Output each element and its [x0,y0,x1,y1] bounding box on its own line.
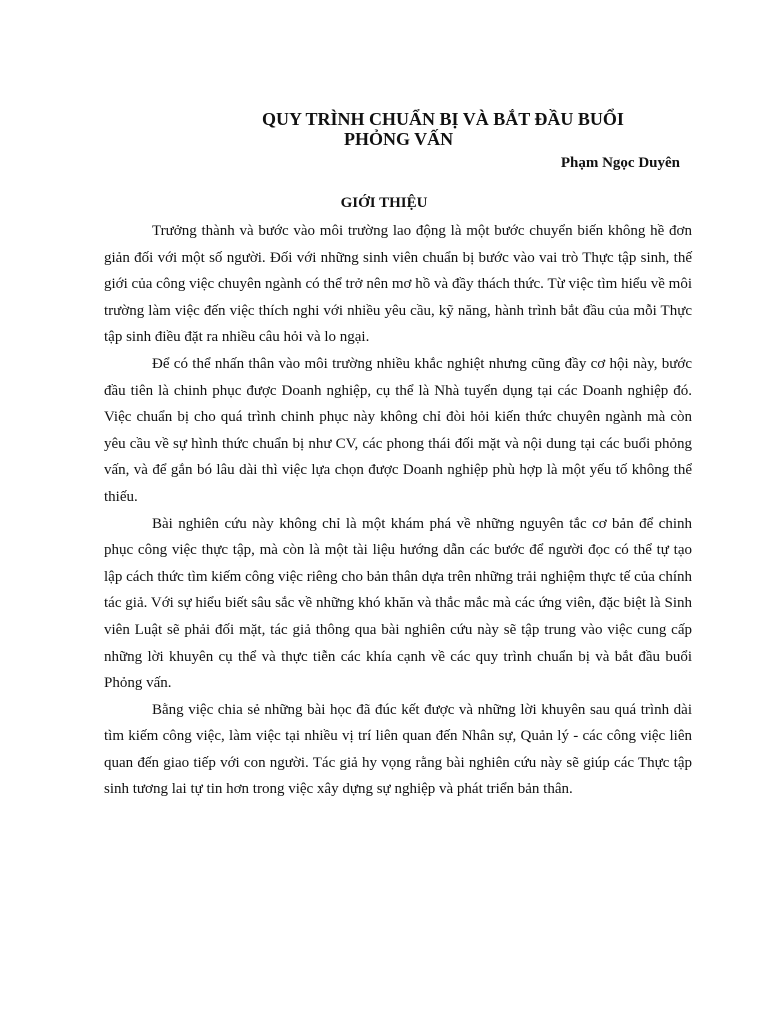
document-title-line2: PHỎNG VẤN [344,129,454,149]
document-title-line1: QUY TRÌNH CHUẨN BỊ VÀ BẮT ĐẦU BUỔI [262,109,624,129]
paragraph-1: Trưởng thành và bước vào môi trường lao động là một bước chuyển biến không hề đơn giản đối với một số người. Đối với những sinh viên chuẩn bị bước vào vai trò Thực tập sinh, thế giới của công việc chuyên ngành có thể trở nên mơ hồ và đầy thách thức. Từ việc tìm hiểu về môi trường làm việc đến việc thích nghi với nhiều yêu cầu, kỹ năng, hành trình bắt đầu của mỗi Thực tập sinh điều đặt ra nhiều câu hỏi và lo ngại. [104,223,692,346]
author-name: Phạm Ngọc Duyên [560,155,680,171]
body-text [104,218,692,803]
paragraph-4: Bằng việc chia sẻ những bài học đã đúc kết được và những lời khuyên sau quá trình dài tìm kiếm công việc, làm việc tại nhiều vị trí liên quan đến Nhân sự, Quản lý - các công việc liên quan đến giao tiếp với con người. Tác giả hy vọng rằng bài nghiên cứu này sẽ giúp các Thực tập sinh tương lai tự tin hơn trong việc xây dựng sự nghiệp và phát triển bản thân. [104,701,692,798]
paragraph-2: Để có thể nhấn thân vào môi trường nhiều khắc nghiệt nhưng cũng đầy cơ hội này, bước đầu tiên là chinh phục được Doanh nghiệp, cụ thể là Nhà tuyển dụng tại các Doanh nghiệp đó. Việc chuẩn bị cho quá trình chinh phục này không chỉ đòi hỏi kiến thức chuyên ngành mà còn yêu cầu về sự hình thức chuẩn bị như CV, các phong thái đối mặt và nội dung tại các buổi phỏng vấn, và để gắn bó lâu dài thì việc lựa chọn được Doanh nghiệp phù hợp là một yếu tố không thể thiếu. [104,355,692,505]
paragraph-3: Bài nghiên cứu này không chỉ là một khám phá về những nguyên tắc cơ bản để chinh phục công việc thực tập, mà còn là một tài liệu hướng dẫn các bước để người đọc có thể tự tạo lập cách thức tìm kiếm công việc riêng cho bản thân dựa trên những trải nghiệm thực tế của chính tác giả. Với sự hiểu biết sâu sắc về những khó khăn và thắc mắc mà các ứng viên, đặc biệt là Sinh viên Luật sẽ phải đối mặt, tác giả thông qua bài nghiên cứu này sẽ tập trung vào việc cung cấp những lời khuyên cụ thể và thực tiễn các khía cạnh về các quy trình chuẩn bị và bắt đầu buổi Phỏng vấn. [104,515,692,692]
section-heading: GIỚI THIỆU [340,195,428,211]
